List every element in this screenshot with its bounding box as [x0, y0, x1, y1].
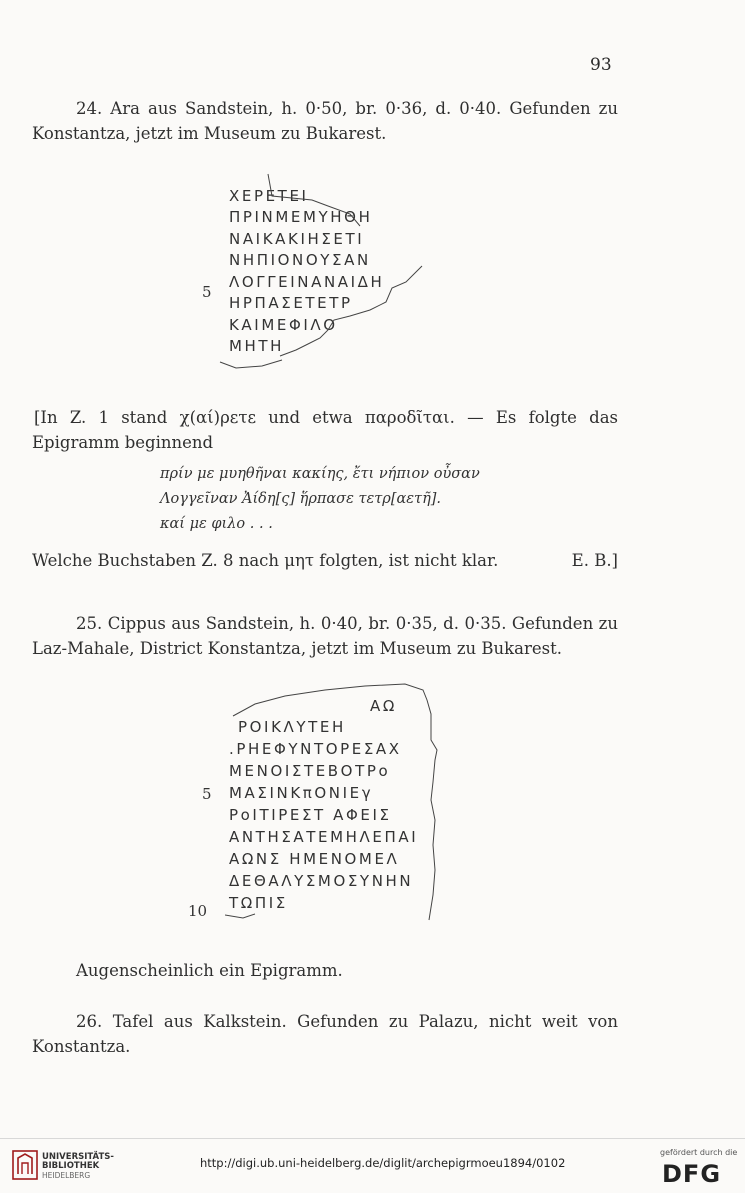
inscription-25-line-2: ΡΟΙΚΛΥΤΕΗ — [238, 718, 346, 736]
inscription-25-line-number-5: 5 — [202, 785, 212, 803]
inscription-25-line-8: ΑΩΝΣ ΗΜΕΝΟΜΕΛ — [229, 850, 400, 868]
inscription-24-line-1: ΧΕΡΕΤΕΙ — [229, 187, 309, 205]
library-logo[interactable] — [12, 1150, 152, 1182]
inscription-25-line-7: ΑΝΤΗΣΑΤΕΜΗΛΕΠΑΙ — [229, 828, 419, 846]
inscription-25-line-4: ΜΕΝΟΙΣΤΕΒΟΤΡο — [229, 762, 391, 780]
inscription-25-line-5: ΜΑΣΙΝΚπΟΝΙΕγ — [229, 784, 374, 802]
library-name-line-1: UNIVERSITÄTS- — [42, 1152, 114, 1162]
inscription-24-line-number-5: 5 — [202, 283, 212, 301]
inscription-25-line-3: .ΡΗΕΦΥΝΤΟΡΕΣΑΧ — [229, 740, 402, 758]
footer-divider — [0, 1138, 745, 1139]
inscription-24-line-3: ΝΑΙΚΑΚΙΗΣΕΤΙ — [229, 230, 365, 248]
library-name-line-3: HEIDELBERG — [42, 1171, 91, 1180]
inscription-25-line-9: ΔΕΘΑΛΥΣΜΟΣΥΝΗΝ — [229, 872, 414, 890]
greek-restoration-line-1: πρίν με μυηθῆναι κακίης, ἔτι νήπιον οὖσαν — [160, 466, 480, 482]
funding-note: gefördert durch die — [660, 1148, 738, 1157]
entry-24-heading: 24. Ara aus Sandstein, h. 0·50, br. 0·36, d. 0·40. Gefunden zu Konstantza, jetzt im Museum zu Bukarest. — [32, 99, 618, 143]
library-name-line-2: BIBLIOTHEK — [42, 1161, 100, 1171]
inscription-25-line-number-10: 10 — [188, 902, 208, 920]
page-number: 93 — [590, 55, 612, 75]
entry-24-signature: E. B.] — [571, 551, 618, 570]
inscription-24-breakage-lines — [210, 170, 440, 380]
entry-24-closing-note: Welche Buchstaben Z. 8 nach μητ folgten, ist nicht klar. — [32, 551, 499, 570]
inscription-25-line-10: ΤΩΠΙΣ — [229, 894, 288, 912]
entry-26-heading: 26. Tafel aus Kalkstein. Gefunden zu Palazu, nicht weit von Konstantza. — [32, 1012, 618, 1056]
inscription-25-line-1: ΑΩ — [370, 697, 397, 715]
entry-25-heading: 25. Cippus aus Sandstein, h. 0·40, br. 0·35, d. 0·35. Gefunden zu Laz-Mahale, District Konstantza, jetzt im Museum zu Bukarest. — [32, 614, 618, 658]
inscription-25-line-6: ΡοΙΤΙΡΕΣΤ ΑΦΕΙΣ — [229, 806, 392, 824]
inscription-24-line-5: ΛΟΓΓΕΙΝΑΝΑΙΔΗ — [229, 273, 385, 291]
inscription-25-breakage-lines — [225, 670, 440, 930]
inscription-24-line-4: ΝΗΠΙΟΝΟΥΣΑΝ — [229, 251, 371, 269]
greek-restoration-line-3: καί με φιλο . . . — [160, 516, 273, 532]
greek-restoration-line-2: Λογγεῖναν Ἀίδη[ς] ἥρπασε τετρ[αετῆ]. — [160, 491, 442, 507]
permalink-url[interactable]: http://digi.ub.uni-heidelberg.de/diglit/archepigrmoeu1894/0102 — [200, 1156, 566, 1170]
inscription-24-line-8: ΜΗΤΗ — [229, 337, 285, 355]
entry-25-commentary: Augenscheinlich ein Epigramm. — [76, 961, 343, 980]
library-seal-icon — [12, 1150, 38, 1180]
inscription-24-line-7: ΚΑΙΜΕΦΙΛΟ — [229, 316, 338, 334]
dfg-logo[interactable]: DFG — [662, 1160, 722, 1188]
inscription-24-line-2: ΠΡΙΝΜΕΜΥΗΘΗ — [229, 208, 373, 226]
entry-24-commentary: [In Z. 1 stand χ(αί)ρετε und etwa παροδῖται. — Es folgte das Epigramm beginnend — [32, 408, 618, 452]
inscription-24-line-6: ΗΡΠΑΣΕΤΕΤΡ — [229, 294, 353, 312]
